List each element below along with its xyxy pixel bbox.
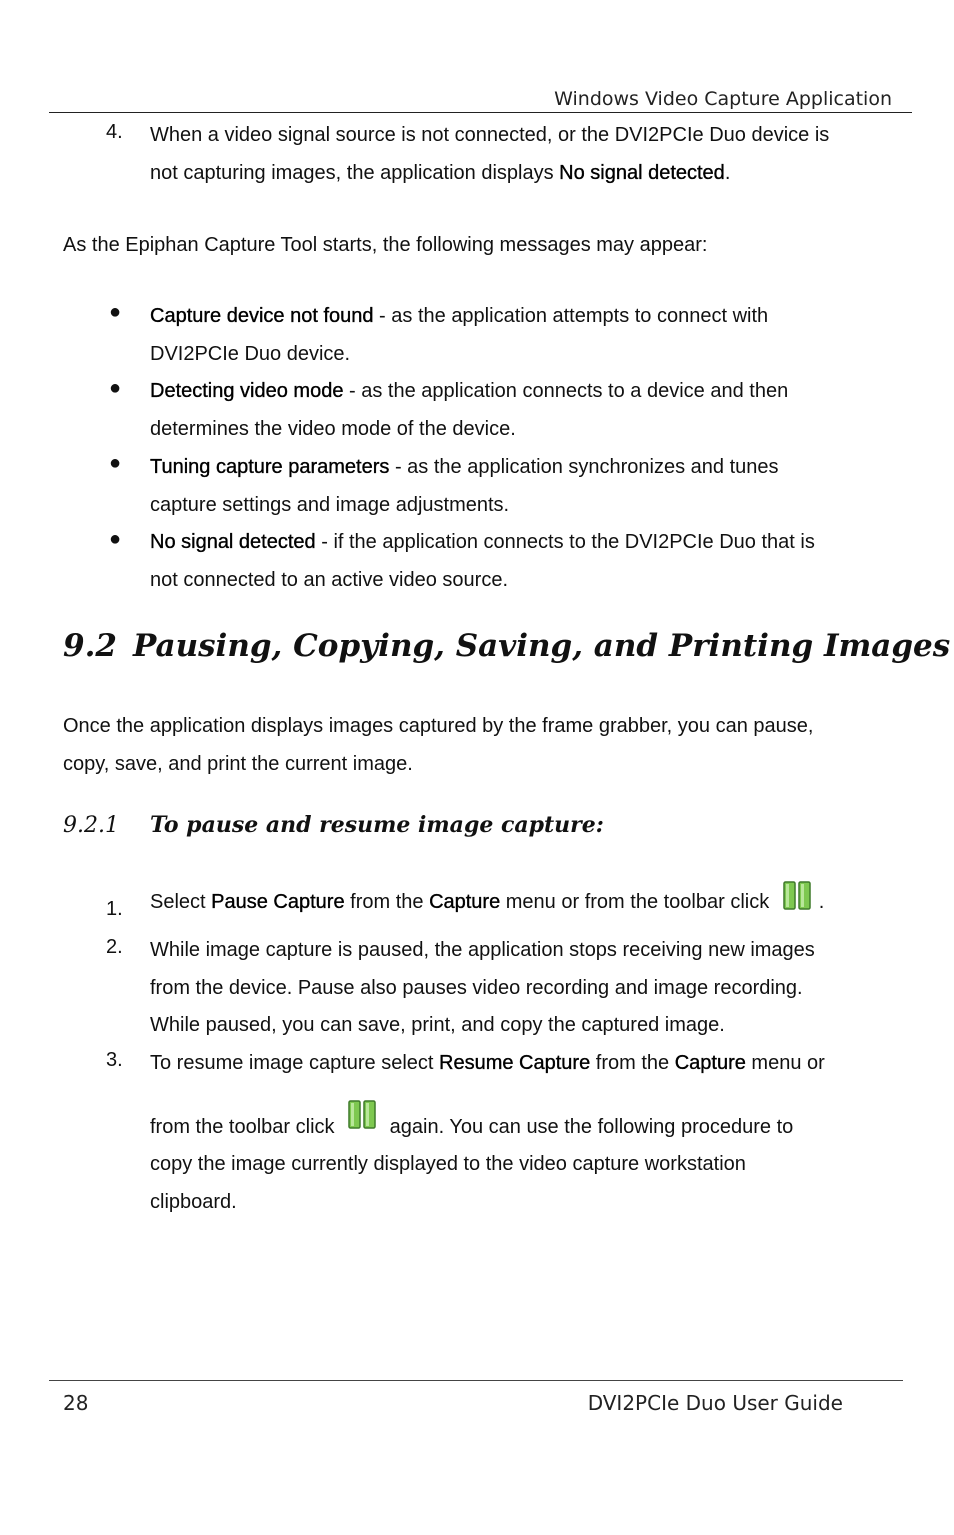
bullet-icon: ● (109, 528, 122, 550)
step-4-line-2: not capturing images, the application displays No signal detected. (150, 161, 731, 184)
bullet-item-3: Tuning capture parameters - as the application synchronizes and tunes capture settings and image adjustments. (150, 456, 779, 516)
footer-divider (49, 1380, 903, 1381)
bullet-icon: ● (109, 301, 122, 323)
bullet-item-2: Detecting video mode - as the application connects to a device and then determines the video mode of the device. (150, 380, 789, 440)
step-3-number: 3. (106, 1049, 123, 1071)
running-header: Windows Video Capture Application (554, 88, 892, 110)
footer-title: DVI2PCIe Duo User Guide (587, 1391, 843, 1415)
header-divider (49, 112, 912, 113)
step-4-text (150, 117, 895, 192)
bullet-icon: ● (109, 377, 122, 399)
section-heading (63, 628, 950, 664)
section-number: 9.2 (63, 628, 117, 664)
step-1-text: Select Pause Capture from the Capture menu or from the toolbar click . (150, 880, 895, 922)
resume-capture-label: Resume Capture (439, 1052, 591, 1074)
step-2-text: While image capture is paused, the application stops receiving new images from the device. Pause also pauses video recording and image recording. While paused, you can save, print, and copy the captured image. (150, 939, 815, 1036)
step-1-number: 1. (106, 898, 123, 920)
capture-menu-label: Capture (674, 1052, 746, 1074)
subsection-heading (63, 812, 604, 838)
step-2-number: 2. (106, 936, 123, 958)
page-number: 28 (63, 1391, 89, 1415)
no-signal-label: No signal detected (559, 161, 725, 184)
bullet-item-4: No signal detected - if the application connects to the DVI2PCIe Duo that is not connected to an active video source. (150, 531, 815, 591)
pause-capture-icon (781, 880, 813, 912)
step-3-text: To resume image capture select Resume Capture from the Capture menu or from the toolbar click again. You can use the following procedure to copy the image currently displayed to the video capture workstation clipboard. (150, 1052, 825, 1213)
capture-menu-label: Capture (429, 891, 501, 913)
subsection-title: To pause and resume image capture: (150, 812, 604, 838)
section-intro-paragraph: Once the application displays images captured by the frame grabber, you can pause, copy, save, and print the current image. (63, 715, 814, 775)
step-4-number: 4. (106, 121, 123, 143)
pause-capture-label: Pause Capture (211, 891, 345, 913)
bullet-item-1: Capture device not found - as the application attempts to connect with DVI2PCIe Duo device. (150, 305, 769, 365)
intro-paragraph: As the Epiphan Capture Tool starts, the following messages may appear: (63, 234, 708, 256)
section-title: Pausing, Copying, Saving, and Printing Images (133, 628, 951, 664)
resume-capture-icon (346, 1099, 378, 1131)
step-4-line-1: When a video signal source is not connected, or the DVI2PCIe Duo device is (150, 124, 830, 146)
bullet-icon: ● (109, 452, 122, 474)
subsection-number: 9.2.1 (63, 813, 119, 838)
